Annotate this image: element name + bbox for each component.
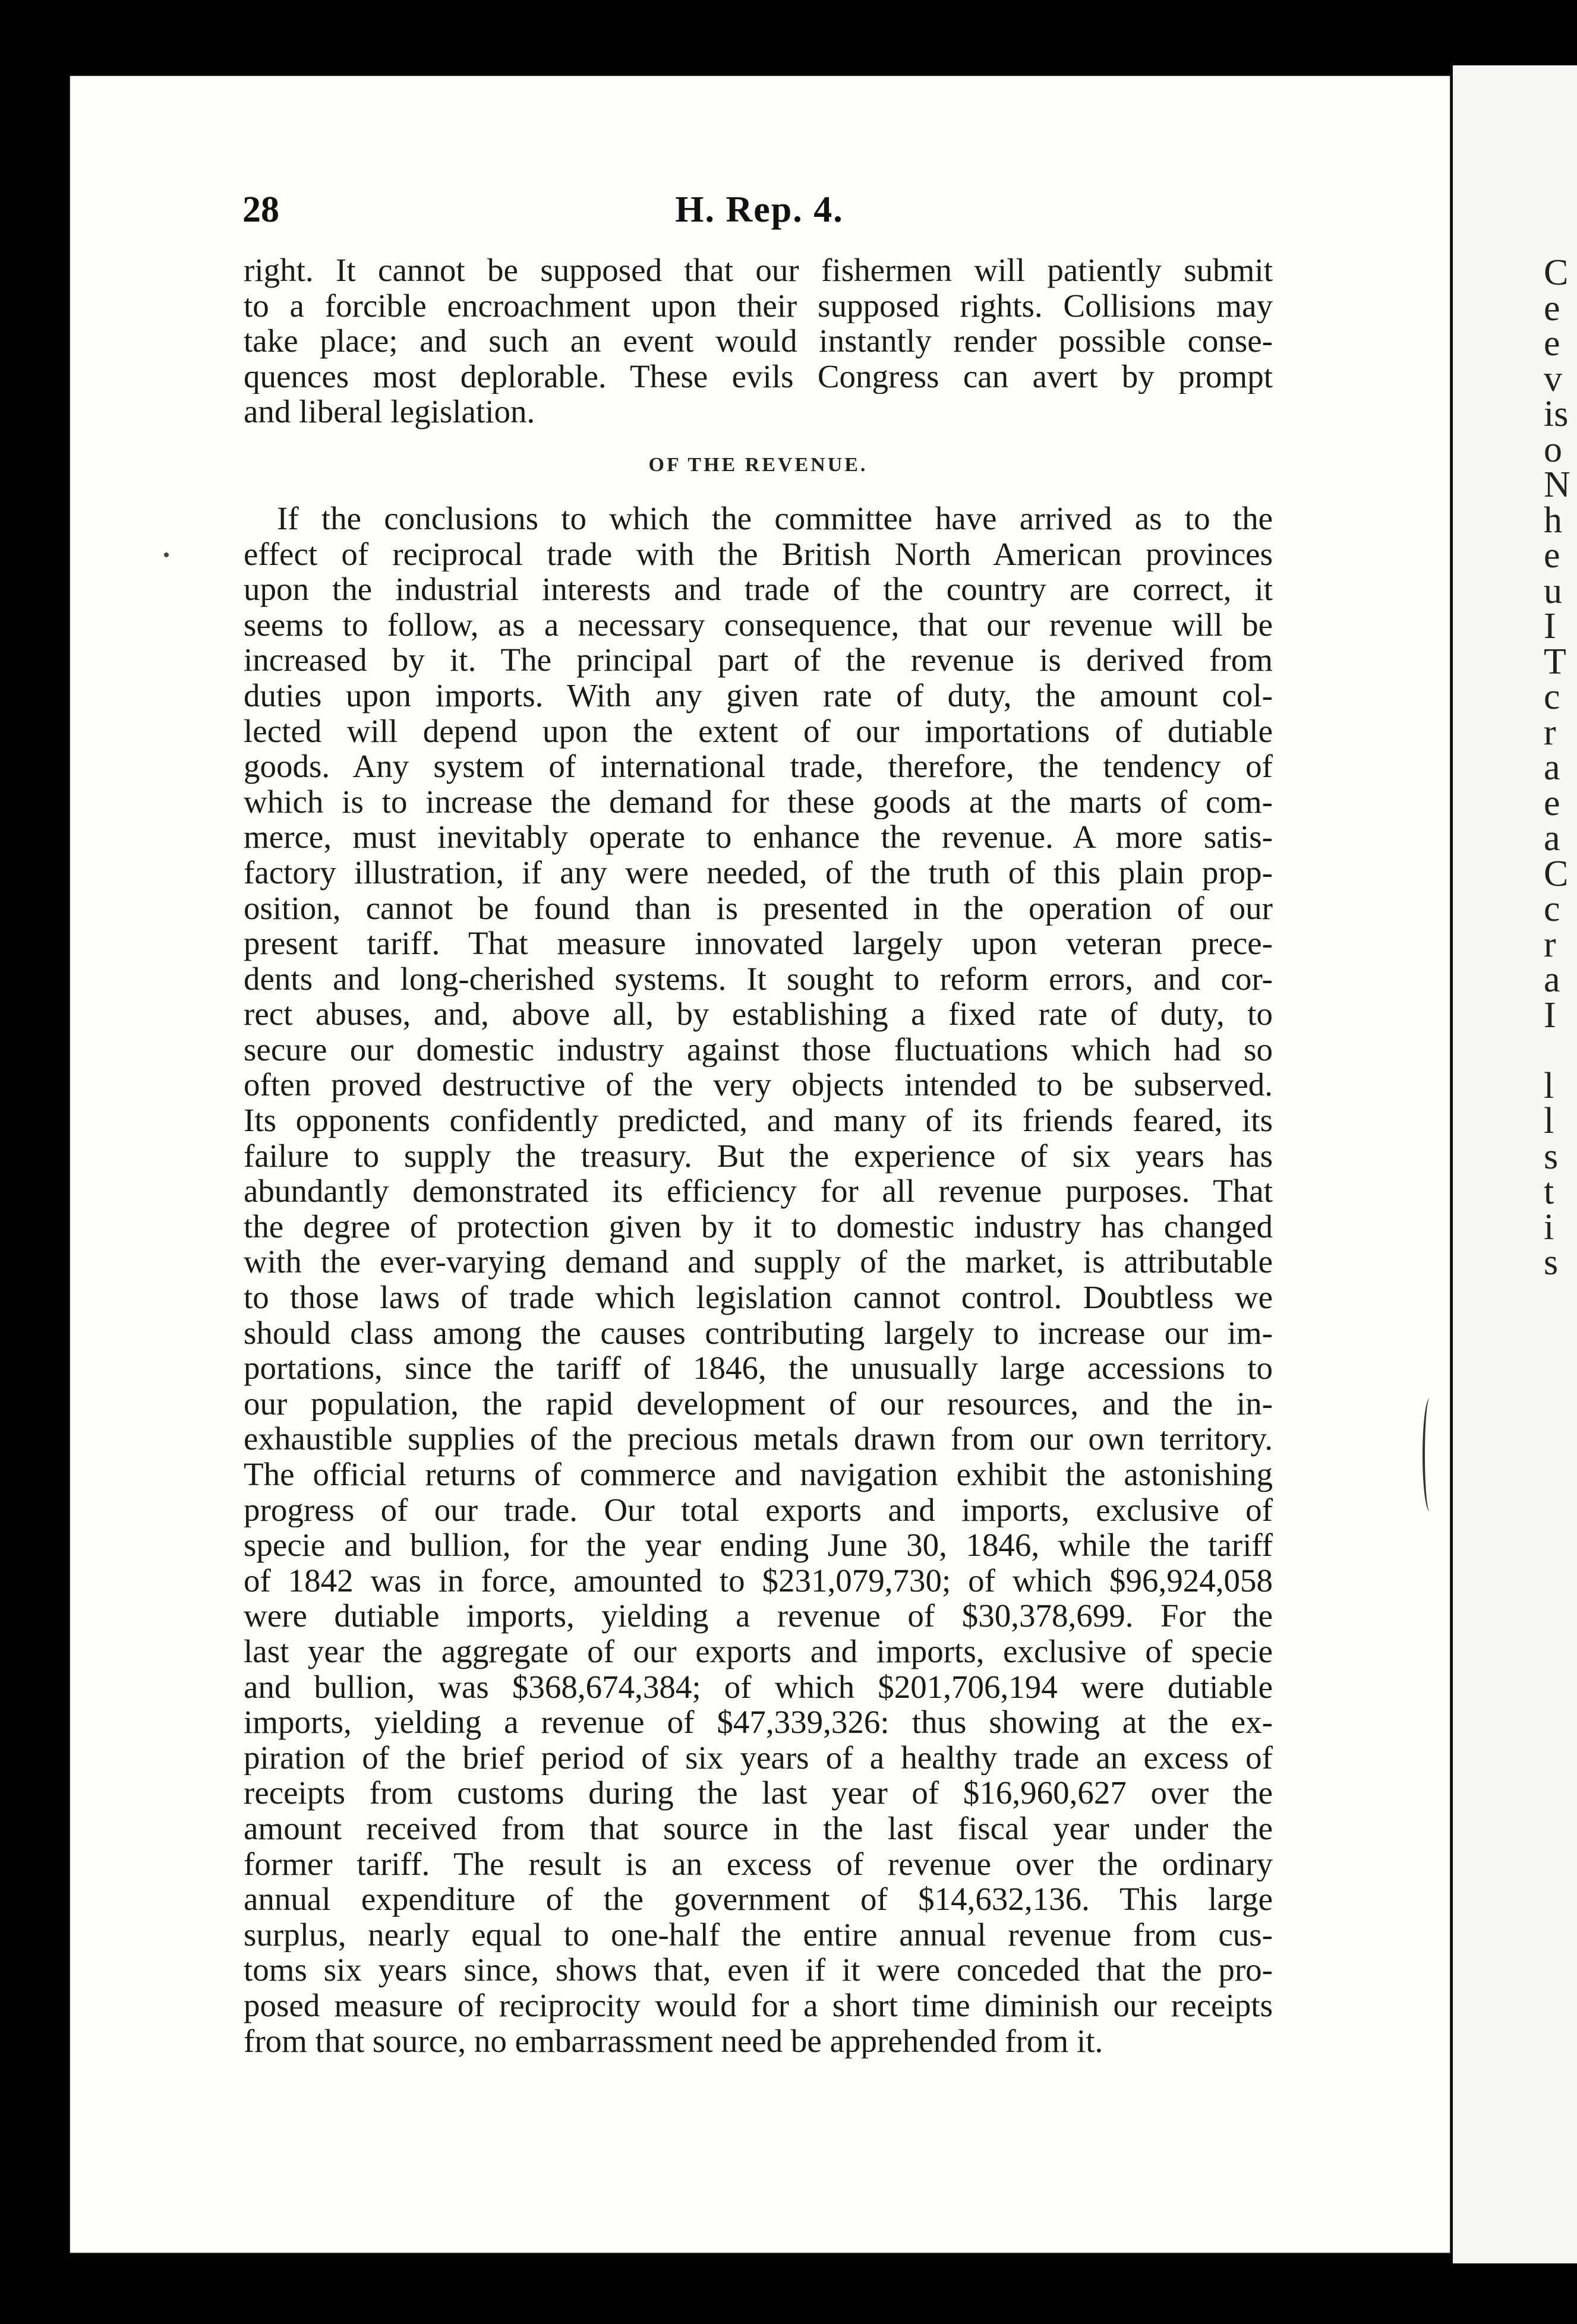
text-line: osition, cannot be found than is presented in the operation of our <box>244 890 1273 926</box>
text-line: portations, since the tariff of 1846, the unusually large accessions to <box>244 1350 1273 1386</box>
page-number: 28 <box>242 190 279 230</box>
text-line: lected will depend upon the extent of our importations of dutiable <box>244 713 1273 749</box>
text-line: of 1842 was in force, amounted to $231,079,730; of which $96,924,058 <box>244 1562 1273 1599</box>
fragment-letter: I <box>1544 609 1556 645</box>
text-line: annual expenditure of the government of $14,632,136. This large <box>244 1881 1273 1917</box>
adjacent-page-fragment <box>1544 255 1577 1281</box>
fragment-letter <box>1544 1033 1577 1069</box>
fragment-letter: a <box>1544 962 1560 998</box>
fragment-letter: T <box>1544 644 1566 680</box>
text-line: If the conclusions to which the committee have arrived as to the <box>277 500 1273 536</box>
fragment-letter: C <box>1544 856 1569 892</box>
fragment-letter: C <box>1544 255 1569 291</box>
text-line: the degree of protection given by it to domestic industry has changed <box>244 1208 1273 1245</box>
text-line: abundantly demonstrated its efficiency for all revenue purposes. That <box>244 1173 1273 1209</box>
fragment-letter: v <box>1544 361 1562 397</box>
text-line: imports, yielding a revenue of $47,339,326: thus showing at the ex- <box>244 1704 1273 1740</box>
fragment-letter: I <box>1544 997 1556 1033</box>
text-line: failure to supply the treasury. But the experience of six years has <box>244 1138 1273 1174</box>
text-line: and bullion, was $368,674,384; of which $201,706,194 were dutiable <box>244 1669 1273 1705</box>
text-line: present tariff. That measure innovated largely upon veteran prece- <box>244 926 1273 961</box>
fragment-letter: a <box>1544 750 1560 786</box>
text-line: posed measure of reciprocity would for a short time diminish our receipts <box>244 1987 1273 2023</box>
text-line: take place; and such an event would instantly render possible conse- <box>244 323 1273 359</box>
fragment-letter: e <box>1544 538 1560 574</box>
text-line: The official returns of commerce and navigation exhibit the astonishing <box>244 1457 1273 1492</box>
text-line: last year the aggregate of our exports and imports, exclusive of specie <box>244 1633 1273 1669</box>
text-line: with the ever-varying demand and supply of the market, is attributable <box>244 1244 1273 1280</box>
text-line: amount received from that source in the last fiscal year under the <box>244 1810 1273 1846</box>
fragment-letter: s <box>1544 1139 1559 1174</box>
text-line: Its opponents confidently predicted, and many of its friends feared, its <box>244 1103 1273 1138</box>
fragment-letter: is <box>1544 397 1569 432</box>
text-line: our population, the rapid development of our resources, and the in- <box>244 1385 1273 1422</box>
text-line: secure our domestic industry against those fluctuations which had so <box>244 1031 1273 1068</box>
text-line: from that source, no embarrassment need be apprehended from it. <box>244 2023 1103 2059</box>
fragment-letter: i <box>1544 1210 1554 1245</box>
text-line: goods. Any system of international trade, therefore, the tendency of <box>244 749 1273 784</box>
fragment-letter: s <box>1544 1245 1559 1281</box>
fragment-letter: r <box>1544 927 1556 962</box>
text-line: receipts from customs during the last year of $16,960,627 over the <box>244 1775 1273 1811</box>
text-line: toms six years since, shows that, even if it were conceded that the pro- <box>244 1952 1273 1988</box>
text-line: seems to follow, as a necessary consequence, that our revenue will be <box>244 607 1273 643</box>
text-line: duties upon imports. With any given rate of duty, the amount col- <box>244 677 1273 713</box>
fragment-letter: c <box>1544 680 1560 715</box>
text-line: exhaustible supplies of the precious metals drawn from our own territory. <box>244 1421 1273 1457</box>
paragraph-revenue <box>244 501 1273 2058</box>
text-line: right. It cannot be supposed that our fishermen will patiently submit <box>244 252 1273 288</box>
text-line: effect of reciprocal trade with the British North American provinces <box>244 536 1273 572</box>
text-line: merce, must inevitably operate to enhance the revenue. A more satis- <box>244 819 1273 855</box>
running-title: H. Rep. 4. <box>675 190 844 230</box>
fragment-letter: e <box>1544 290 1560 326</box>
text-line: piration of the brief period of six years of a healthy trade an excess of <box>244 1739 1273 1776</box>
fragment-letter: a <box>1544 821 1560 857</box>
fragment-letter: r <box>1544 715 1556 750</box>
text-line: which is to increase the demand for these goods at the marts of com- <box>244 784 1273 820</box>
fragment-letter: N <box>1544 468 1570 503</box>
bracket-mark <box>1423 1398 1437 1511</box>
fragment-letter: h <box>1544 503 1562 538</box>
ink-speck <box>164 552 169 557</box>
fragment-letter: u <box>1544 573 1562 609</box>
fragment-letter: l <box>1544 1068 1554 1104</box>
fragment-letter: t <box>1544 1174 1554 1210</box>
page-header <box>242 189 1276 236</box>
text-line: and liberal legislation. <box>244 394 535 430</box>
text-line: factory illustration, if any were needed, of the truth of this plain prop- <box>244 854 1273 891</box>
section-heading: OF THE REVENUE. <box>648 453 868 476</box>
text-line: progress of our trade. Our total exports and imports, exclusive of <box>244 1492 1273 1528</box>
text-line: specie and bullion, for the year ending June 30, 1846, while the tariff <box>244 1527 1273 1563</box>
text-line: to a forcible encroachment upon their supposed rights. Collisions may <box>244 288 1273 324</box>
text-line: increased by it. The principal part of the revenue is derived from <box>244 642 1273 678</box>
text-line: surplus, nearly equal to one-half the entire annual revenue from cus- <box>244 1916 1273 1953</box>
text-line: upon the industrial interests and trade of the country are correct, it <box>244 571 1273 607</box>
fragment-letter: c <box>1544 892 1560 927</box>
text-line: were dutiable imports, yielding a revenue of $30,378,699. For the <box>244 1598 1273 1634</box>
text-line: rect abuses, and, above all, by establishing a fixed rate of duty, to <box>244 996 1273 1032</box>
body-text <box>244 252 1273 2058</box>
paragraph-fisheries <box>244 252 1273 430</box>
text-line: quences most deplorable. These evils Congress can avert by prompt <box>244 358 1273 394</box>
text-line: to those laws of trade which legislation cannot control. Doubtless we <box>244 1280 1273 1315</box>
text-line: former tariff. The result is an excess of revenue over the ordinary <box>244 1846 1273 1882</box>
fragment-letter: e <box>1544 326 1560 362</box>
fragment-letter: l <box>1544 1104 1554 1139</box>
text-line: dents and long-cherished systems. It sought to reform errors, and cor- <box>244 961 1273 997</box>
fragment-letter: o <box>1544 432 1562 468</box>
text-line: often proved destructive of the very objects intended to be subserved. <box>244 1067 1273 1103</box>
fragment-letter: e <box>1544 785 1560 821</box>
text-line: should class among the causes contributing largely to increase our im- <box>244 1315 1273 1351</box>
